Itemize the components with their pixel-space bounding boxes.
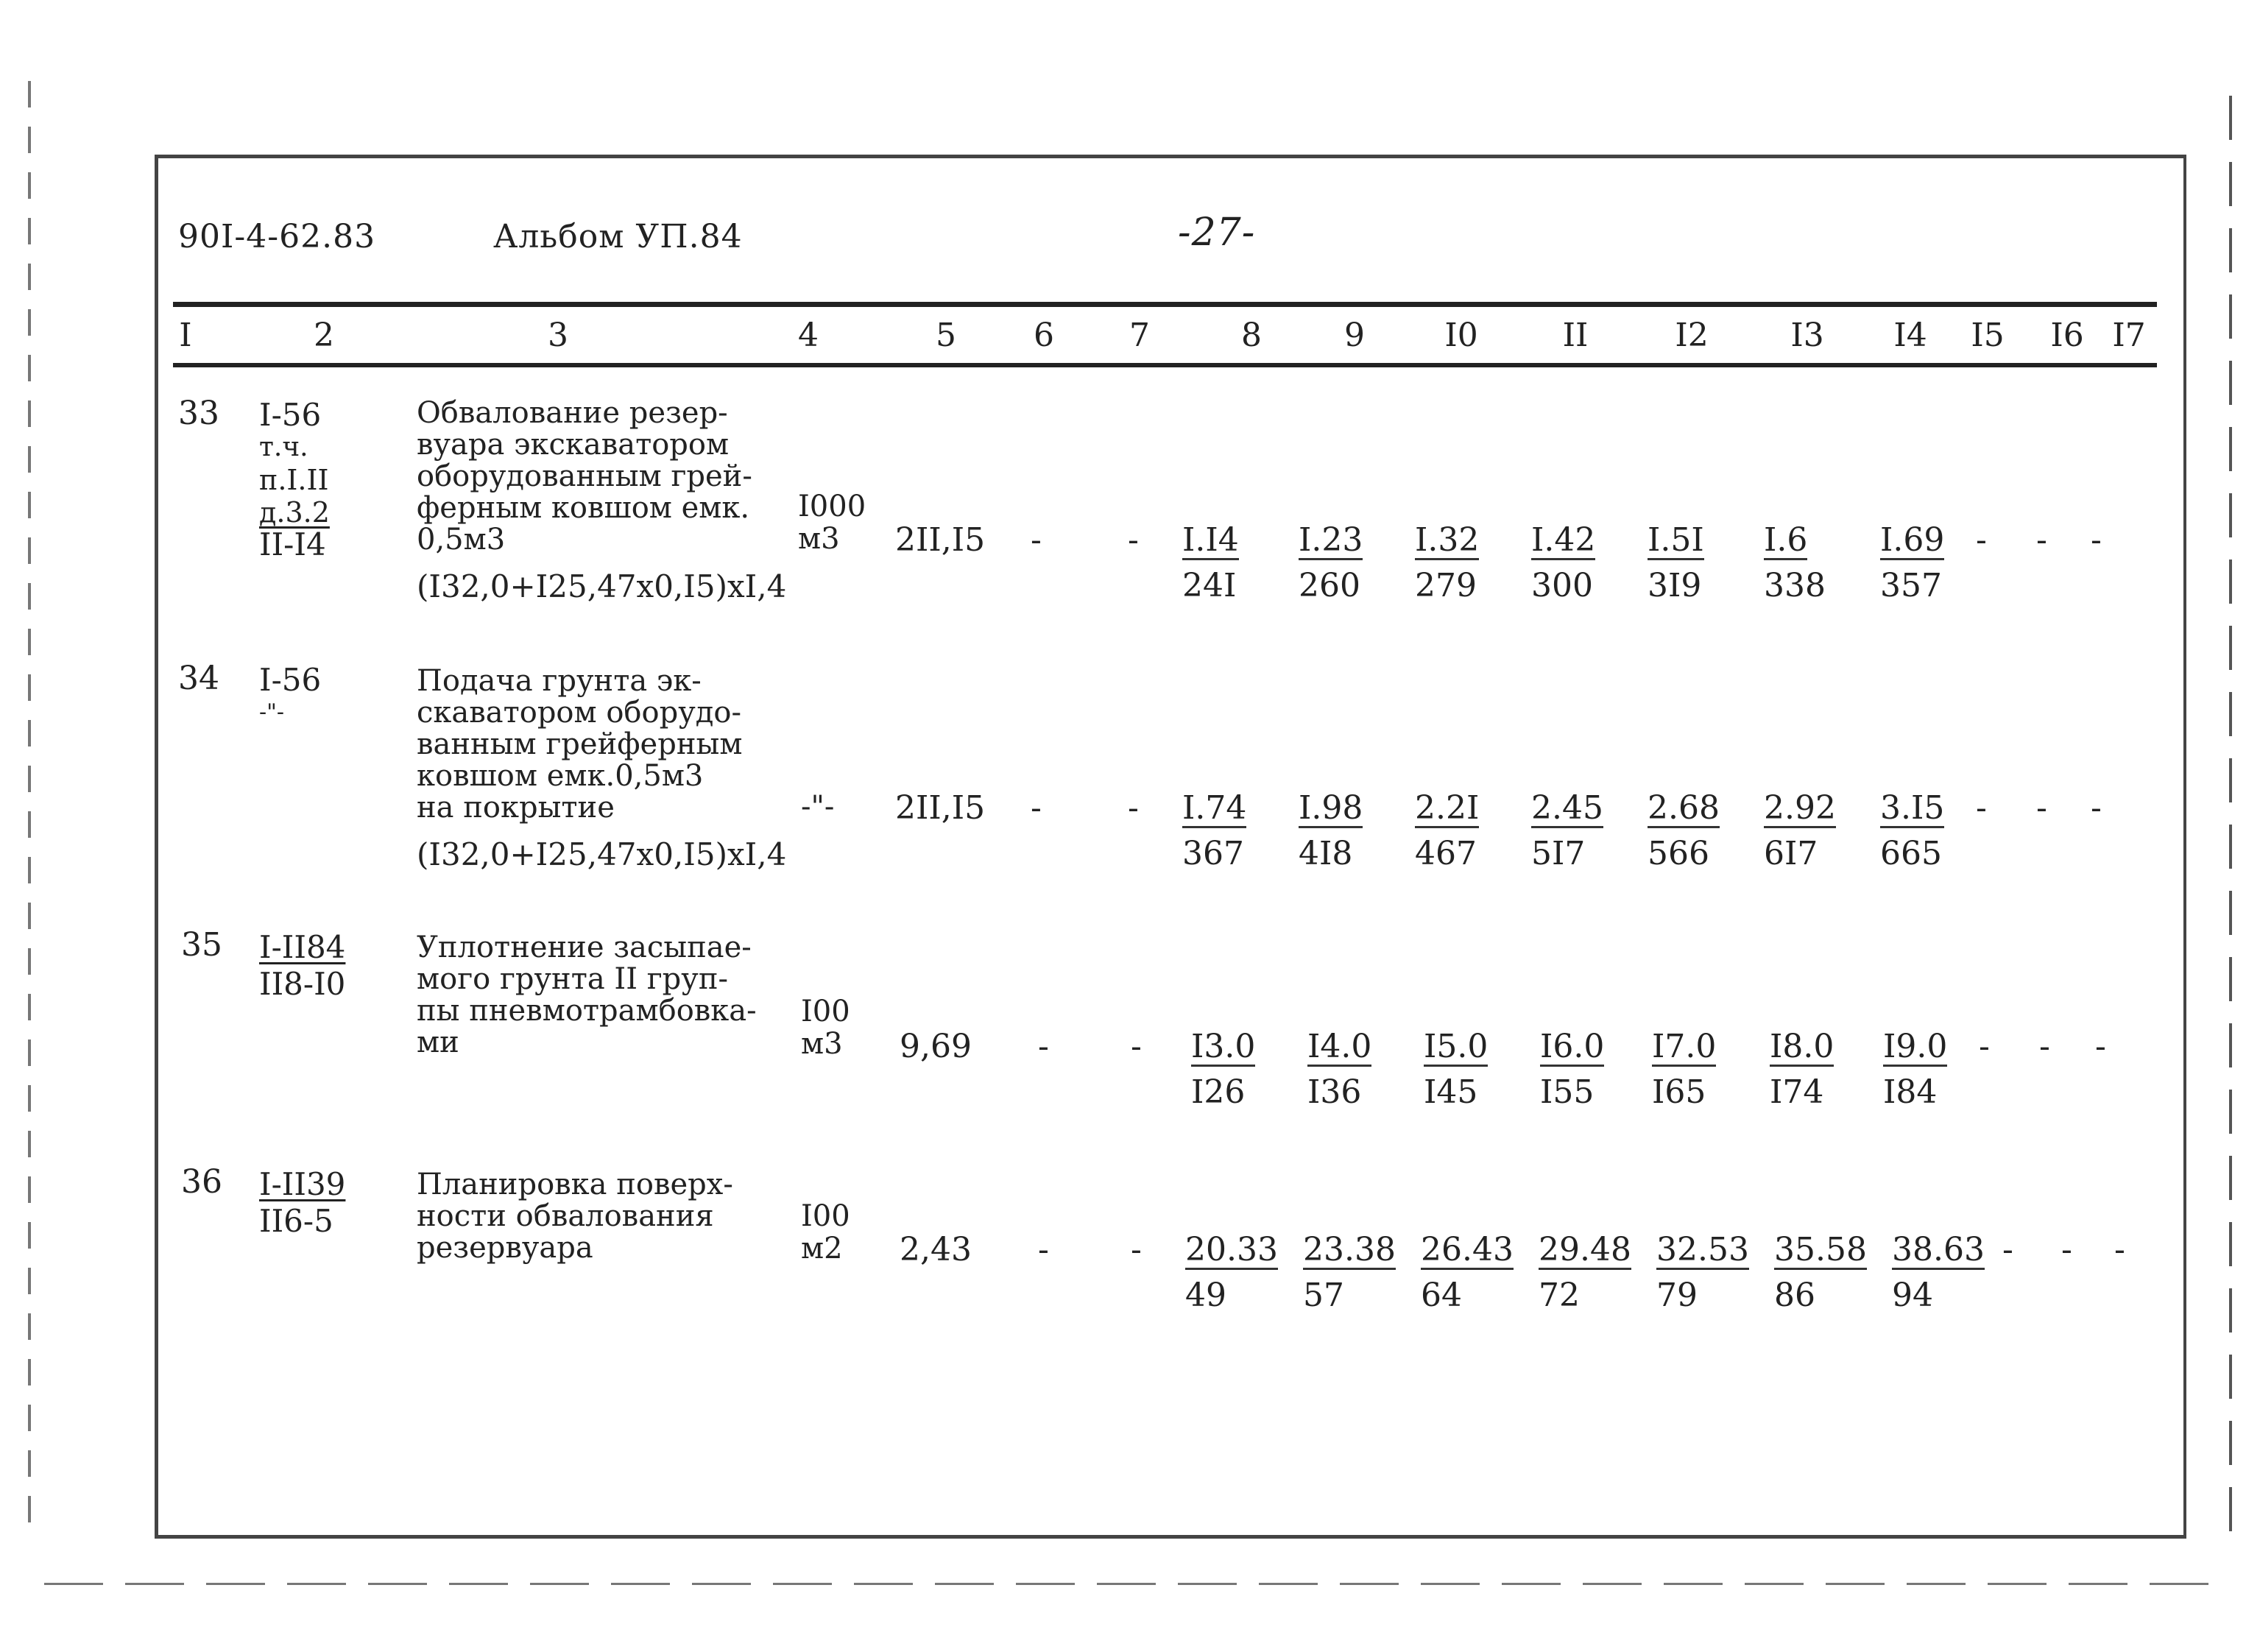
fraction-numerator: 32.53 bbox=[1656, 1231, 1749, 1268]
row-number: 33 bbox=[178, 395, 219, 432]
col15-value: - bbox=[1979, 1028, 1990, 1065]
col6-value: - bbox=[1038, 1028, 1049, 1065]
fraction-denominator: 64 bbox=[1421, 1277, 1462, 1314]
description-line: резервуара bbox=[417, 1231, 593, 1265]
fraction-denominator: 300 bbox=[1531, 567, 1593, 604]
unit-line: I000 bbox=[798, 490, 866, 523]
fraction-numerator: I.98 bbox=[1299, 789, 1363, 827]
fraction-numerator: 35.58 bbox=[1774, 1231, 1867, 1268]
col7-value: - bbox=[1128, 521, 1139, 559]
description-line: ковшом емк.0,5м3 bbox=[417, 759, 704, 793]
norm-code-line: I-II84 bbox=[259, 929, 346, 965]
fraction-numerator: 2.92 bbox=[1764, 789, 1836, 827]
fraction-numerator: 2.45 bbox=[1531, 789, 1603, 827]
fraction-denominator: I26 bbox=[1191, 1073, 1246, 1111]
norm-code-line: I-56 bbox=[259, 662, 322, 698]
column-number: I4 bbox=[1893, 317, 1927, 354]
header-rule-top bbox=[173, 302, 2157, 307]
column-number: 7 bbox=[1129, 317, 1150, 354]
column-number: I7 bbox=[2112, 317, 2146, 354]
fraction-numerator: I.32 bbox=[1415, 521, 1480, 559]
unit-line: м2 bbox=[801, 1232, 843, 1266]
formula: (I32,0+I25,47x0,I5)xI,4 bbox=[417, 568, 787, 604]
album-label: Альбом УП.84 bbox=[493, 218, 743, 255]
fraction-numerator: 38.63 bbox=[1892, 1231, 1985, 1268]
unit-line: I00 bbox=[801, 995, 850, 1028]
fraction-numerator: 29.48 bbox=[1539, 1231, 1631, 1268]
col16-value: - bbox=[2039, 1028, 2050, 1065]
description-line: Уплотнение засыпае- bbox=[417, 931, 752, 964]
header-rule-bottom bbox=[173, 363, 2157, 367]
column-number: I2 bbox=[1675, 317, 1709, 354]
col15-value: - bbox=[1976, 789, 1987, 827]
column-number: 5 bbox=[936, 317, 956, 354]
description-line: Планировка поверх- bbox=[417, 1168, 733, 1201]
norm-code-line: II-I4 bbox=[259, 526, 326, 562]
norm-code-line: I-II39 bbox=[259, 1166, 346, 1202]
description-line: пы пневмотрамбовка- bbox=[417, 994, 757, 1028]
unit-line: м3 bbox=[801, 1027, 843, 1061]
fraction-denominator: I55 bbox=[1540, 1073, 1595, 1111]
col15-value: - bbox=[1976, 521, 1987, 559]
fraction-denominator: 4I8 bbox=[1299, 835, 1353, 872]
fraction-denominator: 86 bbox=[1774, 1277, 1815, 1314]
work-description bbox=[417, 398, 799, 556]
norm-code bbox=[259, 929, 345, 1003]
fraction-numerator: 23.38 bbox=[1303, 1231, 1396, 1268]
fraction-denominator: 79 bbox=[1656, 1277, 1698, 1314]
fraction-denominator: I84 bbox=[1883, 1073, 1938, 1111]
col17-value: - bbox=[2114, 1231, 2125, 1268]
column-number: 6 bbox=[1034, 317, 1054, 354]
fraction-numerator: I.6 bbox=[1764, 521, 1808, 559]
fraction-numerator: I.42 bbox=[1531, 521, 1596, 559]
col6-value: - bbox=[1038, 1231, 1049, 1268]
norm-code-line: I-56 bbox=[259, 397, 322, 433]
fraction-numerator: I.23 bbox=[1299, 521, 1363, 559]
fraction-denominator: 57 bbox=[1303, 1277, 1344, 1314]
fraction-numerator: 3.I5 bbox=[1880, 789, 1945, 827]
fraction-denominator: I65 bbox=[1652, 1073, 1706, 1111]
fraction-numerator: I6.0 bbox=[1540, 1028, 1605, 1065]
col7-value: - bbox=[1131, 1028, 1142, 1065]
column-number: I6 bbox=[2050, 317, 2084, 354]
fraction-denominator: 24I bbox=[1182, 567, 1237, 604]
norm-code-line: II6-5 bbox=[259, 1203, 333, 1239]
description-line: ности обвалования bbox=[417, 1199, 714, 1233]
col7-value: - bbox=[1128, 789, 1139, 827]
unit-line: -"- bbox=[801, 790, 835, 824]
description-line: на покрытие bbox=[417, 791, 615, 825]
fraction-numerator: I9.0 bbox=[1883, 1028, 1948, 1065]
description-line: вуара экскаватором bbox=[417, 428, 730, 462]
column-number: I3 bbox=[1790, 317, 1824, 354]
work-description bbox=[417, 666, 799, 824]
col17-value: - bbox=[2095, 1028, 2106, 1065]
unit-line: м3 bbox=[798, 522, 840, 556]
fraction-numerator: I.I4 bbox=[1182, 521, 1239, 559]
fraction-numerator: I5.0 bbox=[1424, 1028, 1489, 1065]
unit bbox=[801, 1200, 850, 1265]
unit bbox=[801, 995, 850, 1060]
description-line: Подача грунта эк- bbox=[417, 664, 702, 698]
fraction-denominator: 665 bbox=[1880, 835, 1942, 872]
quantity: 9,69 bbox=[900, 1028, 972, 1065]
col6-value: - bbox=[1031, 789, 1042, 827]
column-number: 4 bbox=[798, 317, 819, 354]
fraction-numerator: I.69 bbox=[1880, 521, 1945, 559]
column-number: 2 bbox=[314, 317, 334, 354]
fraction-denominator: 94 bbox=[1892, 1277, 1933, 1314]
column-number: II bbox=[1562, 317, 1589, 354]
norm-code bbox=[259, 664, 321, 729]
norm-code-line: -"- bbox=[259, 699, 285, 725]
page-edge-right bbox=[2229, 96, 2232, 1539]
description-line: скаватором оборудо- bbox=[417, 696, 741, 730]
column-number: 8 bbox=[1241, 317, 1262, 354]
formula: (I32,0+I25,47x0,I5)xI,4 bbox=[417, 836, 787, 872]
column-number: 3 bbox=[548, 317, 568, 354]
fraction-numerator: 20.33 bbox=[1185, 1231, 1278, 1268]
column-number: I0 bbox=[1444, 317, 1478, 354]
fraction-denominator: 260 bbox=[1299, 567, 1360, 604]
page-edge-left bbox=[28, 81, 31, 1524]
description-line: ферным ковшом емк. bbox=[417, 491, 750, 525]
col15-value: - bbox=[2002, 1231, 2013, 1268]
fraction-denominator: I36 bbox=[1307, 1073, 1362, 1111]
work-description bbox=[417, 1169, 799, 1264]
row-number: 35 bbox=[181, 926, 222, 964]
description-line: 0,5м3 bbox=[417, 523, 506, 557]
fraction-denominator: 49 bbox=[1185, 1277, 1226, 1314]
quantity: 2II,I5 bbox=[895, 521, 986, 559]
norm-code-line: п.I.II bbox=[259, 464, 329, 496]
fraction-denominator: 338 bbox=[1764, 567, 1826, 604]
fraction-denominator: 367 bbox=[1182, 835, 1244, 872]
col16-value: - bbox=[2036, 521, 2047, 559]
fraction-denominator: 72 bbox=[1539, 1277, 1580, 1314]
document-code: 90I-4-62.83 bbox=[178, 218, 376, 255]
column-number: I5 bbox=[1971, 317, 2005, 354]
fraction-numerator: I.74 bbox=[1182, 789, 1247, 827]
fraction-denominator: I74 bbox=[1770, 1073, 1824, 1111]
fraction-numerator: 26.43 bbox=[1421, 1231, 1514, 1268]
col7-value: - bbox=[1131, 1231, 1142, 1268]
fraction-numerator: I.5I bbox=[1648, 521, 1704, 559]
norm-code bbox=[259, 399, 330, 561]
fraction-numerator: I3.0 bbox=[1191, 1028, 1256, 1065]
fraction-denominator: 566 bbox=[1648, 835, 1709, 872]
row-number: 36 bbox=[181, 1163, 222, 1201]
work-description bbox=[417, 932, 799, 1059]
col16-value: - bbox=[2061, 1231, 2072, 1268]
unit bbox=[801, 792, 834, 822]
col17-value: - bbox=[2091, 789, 2102, 827]
fraction-numerator: 2.68 bbox=[1648, 789, 1720, 827]
fraction-denominator: 3I9 bbox=[1648, 567, 1702, 604]
page-number: -27- bbox=[1178, 211, 1256, 255]
col16-value: - bbox=[2036, 789, 2047, 827]
description-line: ванным грейферным bbox=[417, 727, 743, 761]
norm-code bbox=[259, 1166, 345, 1240]
unit bbox=[798, 490, 866, 555]
fraction-numerator: I4.0 bbox=[1307, 1028, 1372, 1065]
fraction-numerator: I8.0 bbox=[1770, 1028, 1835, 1065]
fraction-denominator: 5I7 bbox=[1531, 835, 1586, 872]
fraction-numerator: I7.0 bbox=[1652, 1028, 1717, 1065]
fraction-numerator: 2.2I bbox=[1415, 789, 1480, 827]
col17-value: - bbox=[2091, 521, 2102, 559]
quantity: 2II,I5 bbox=[895, 789, 986, 827]
column-number: 9 bbox=[1344, 317, 1365, 354]
row-number: 34 bbox=[178, 660, 219, 697]
description-line: мого грунта II груп- bbox=[417, 962, 728, 996]
description-line: ми bbox=[417, 1026, 459, 1059]
fraction-denominator: I45 bbox=[1424, 1073, 1478, 1111]
col6-value: - bbox=[1031, 521, 1042, 559]
column-number: I bbox=[179, 317, 192, 354]
quantity: 2,43 bbox=[900, 1231, 972, 1268]
unit-line: I00 bbox=[801, 1199, 850, 1233]
description-line: Обвалование резер- bbox=[417, 396, 728, 430]
fraction-denominator: 467 bbox=[1415, 835, 1477, 872]
fraction-denominator: 6I7 bbox=[1764, 835, 1818, 872]
fraction-denominator: 279 bbox=[1415, 567, 1477, 604]
norm-code-line: т.ч. bbox=[259, 432, 308, 462]
norm-code-line: II8-I0 bbox=[259, 966, 346, 1002]
page-edge-bottom bbox=[44, 1583, 2223, 1585]
fraction-denominator: 357 bbox=[1880, 567, 1942, 604]
description-line: оборудованным грей- bbox=[417, 459, 752, 493]
norm-code-line: д.3.2 bbox=[259, 496, 330, 529]
